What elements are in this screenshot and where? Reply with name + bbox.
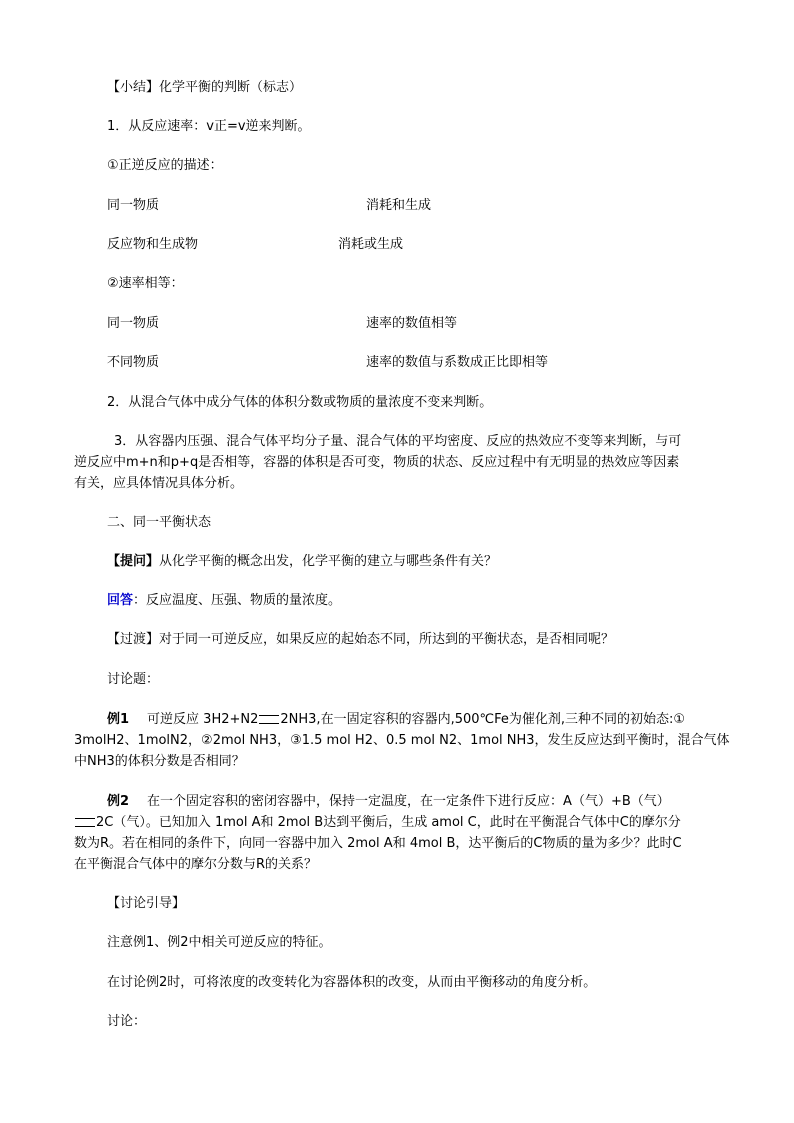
transition-tag: 【过渡】 [107, 632, 160, 647]
summary-point-3-line-1: 3．从容器内压强、混合气体平均分子量、混合气体的平均密度、反应的热效应不变等来判断，与可 [114, 434, 682, 449]
row3-right: 速率的数值相等 [366, 316, 458, 331]
equilibrium-arrow-icon [75, 818, 95, 827]
summary-point-3-line-2: 逆反应中m+n和p+q是否相等，容器的体积是否可变，物质的状态、反应过程中有无明显的热效应等因素 [74, 455, 680, 470]
row2-right: 消耗或生成 [338, 237, 404, 252]
example-2-text-1: 在一个固定容积的密闭容器中，保持一定温度，在一定条件下进行反应：A（气）+B（气） [147, 794, 670, 809]
example-1-text-a: 可逆反应 3H2+N2 [147, 712, 259, 727]
summary-heading: 【小结】化学平衡的判断（标志） [107, 80, 303, 95]
summary-sub-2: ②速率相等： [107, 276, 184, 291]
transition-text: 对于同一可逆反应，如果反应的起始态不同，所达到的平衡状态，是否相同呢？ [159, 632, 615, 647]
transition-paragraph [107, 632, 614, 648]
guide-paragraph-3: 讨论： [107, 1014, 147, 1029]
equilibrium-arrow-icon [259, 715, 279, 724]
row1-left: 同一物质 [107, 198, 160, 213]
answer-tag: 回答 [107, 593, 134, 608]
example-2-line-1 [107, 794, 670, 810]
summary-point-2: 2．从混合气体中成分气体的体积分数或物质的量浓度不变来判断。 [107, 395, 493, 410]
example-2-line-2 [74, 815, 681, 831]
example-1-text-b: 2NH3,在一固定容积的容器内,500℃Fe为催化剂,三种不同的初始态:① [280, 712, 686, 727]
answer-text: ：反应温度、压强、物质的量浓度。 [133, 593, 342, 608]
row2-left: 反应物和生成物 [107, 237, 199, 252]
example-1-line-2: 3molH2、1molN2，②2mol NH3，③1.5 mol H2、0.5 mol N2、1mol NH3，发生反应达到平衡时，混合气体 [74, 733, 730, 748]
section-2-heading: 二、同一平衡状态 [107, 515, 212, 530]
guide-heading: 【讨论引导】 [107, 896, 186, 911]
example-2-text-2: 2C（气）。已知加入 1mol A和 2mol B达到平衡后，生成 amol C，此时在平衡混合气体中C的摩尔分 [96, 815, 681, 830]
guide-paragraph-2: 在讨论例2时，可将浓度的改变转化为容器体积的改变，从而由平衡移动的角度分析。 [107, 975, 597, 990]
example-1-label: 例1 [107, 712, 130, 727]
guide-paragraph-1: 注意例1、例2中相关可逆反应的特征。 [107, 935, 332, 950]
example-1-line-3: 中NH3的体积分数是否相同？ [74, 754, 245, 769]
question-text: 从化学平衡的概念出发，化学平衡的建立与哪些条件有关？ [159, 554, 498, 569]
answer-paragraph [107, 593, 341, 609]
example-2-line-3: 数为R。若在相同的条件下，向同一容器中加入 2mol A和 4mol B，达平衡后的C物质的量为多少？此时C [74, 836, 682, 851]
discussion-title: 讨论题： [107, 672, 160, 687]
question-paragraph [107, 554, 497, 570]
row3-left: 同一物质 [107, 316, 160, 331]
summary-point-1: 1．从反应速率：v正=v逆来判断。 [107, 119, 311, 134]
example-2-line-4: 在平衡混合气体中的摩尔分数与R的关系？ [74, 857, 318, 872]
row1-right: 消耗和生成 [366, 198, 432, 213]
example-2-label: 例2 [107, 794, 130, 809]
row4-left: 不同物质 [107, 355, 160, 370]
example-1-line-1 [107, 712, 685, 728]
row4-right: 速率的数值与系数成正比即相等 [366, 355, 549, 370]
question-tag: 【提问】 [107, 554, 160, 569]
summary-sub-1: ①正逆反应的描述： [107, 158, 223, 173]
summary-point-3-line-3: 有关，应具体情况具体分析。 [74, 476, 244, 491]
